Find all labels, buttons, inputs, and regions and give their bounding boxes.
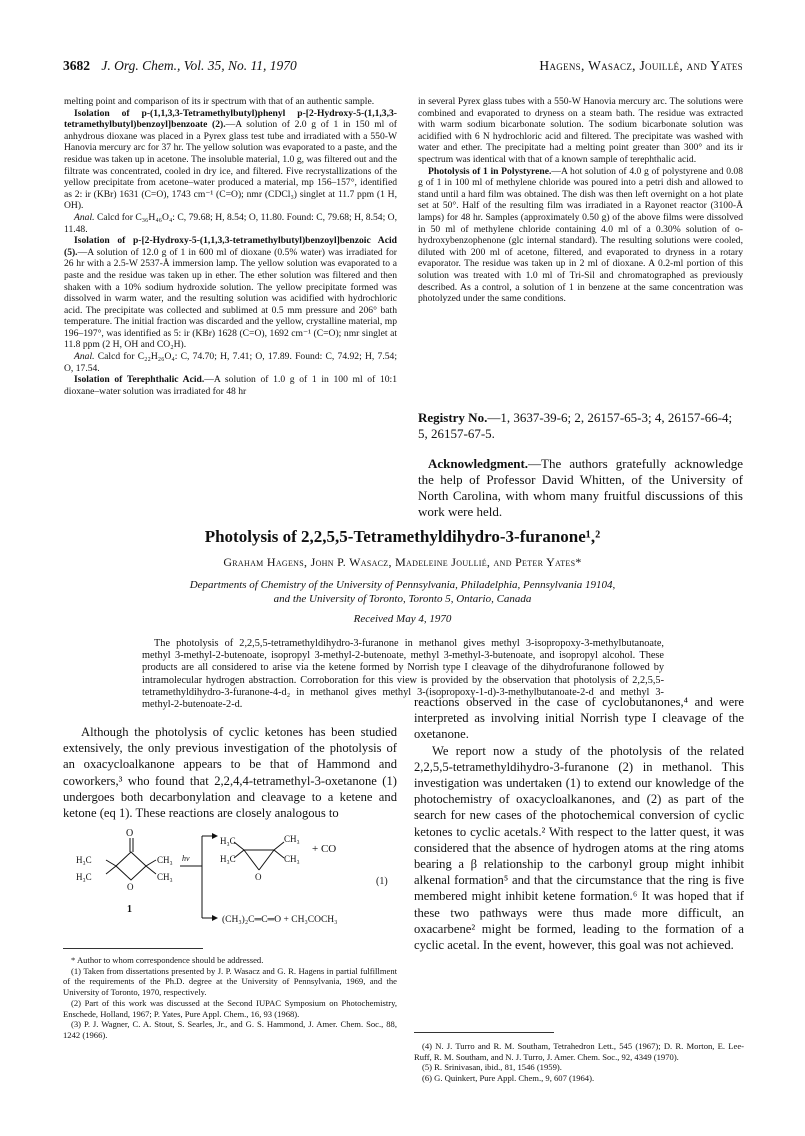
paragraph [64,212,397,235]
hv-label: hν [182,854,190,863]
acknowledgment [418,456,743,520]
acknowledgment-label: Acknowledgment. [428,456,529,471]
section-heading: Isolation of p-[2-Hydroxy-5-(1,1,3,3-tetramethylbutyl)benzoyl]benzoic Acid (5). [64,235,397,258]
paragraph-text: —A solution of 2.0 g of 1 in 150 ml of anhydrous dioxane was placed in a Pyrex glass test tube and irradiated with a 550-W Hanovia mercury arc for 37 hr. The yellow solution was evaporated to a paste, and the residue was taken up in acetone. The insoluble material, 1.0 g, was filtered out and the filtrate was concentrated, cooled in dry ice, and filtered. Five recrystallizations of the yellow precipitate from acetone–water produced a material, mp 156–157°, identified as 2: ir (KBr) 1631 (C=O), 1743 cm⁻¹ (C=O); nmr (CDCl₃) singlet at 11.7 ppm (1 H, OH). [64,119,398,212]
reaction-scheme [62,820,397,940]
experimental-left-column [64,96,397,397]
anal-label: Anal. [74,211,95,223]
experimental-right-column [418,96,743,305]
running-header-left [63,58,297,74]
section-heading: Isolation of p-(1,1,3,3-Tetramethylbutyl)phenyl p-[2-Hydroxy-5-(1,1,3,3-tetramethylbutyl)benzoyl]benzoate (2). [64,107,397,131]
paragraph-text: —A solution of 1.0 g of 1 in 100 ml of 10:1 dioxane–water solution was irradiated for 48 hr [64,374,398,397]
epoxide-oxygen: O [255,872,262,882]
page-number: 3682 [63,58,90,73]
registry-text: —1, 3637-39-6; 2, 26157-65-3; 4, 26157-66-4; 5, 26157-67-5. [418,410,733,441]
paragraph-text: —A hot solution of 4.0 g of polystyrene and 0.08 g of 1 in 100 ml of methylene chloride was poured into a petri dish and allowed to stand until a hard film was obtained. The dish was then left overnight on a hot plate set at 50°. Half of the resulting film was irradiated in a Rayonet reactor (3100-Å lamps) for 48 hr. Samples (approximately 0.50 g) of the above films were dissolved in 50 ml of methylene chloride containing 4.0 ml of a 0.30% solution of o-hydroxybenzophenone (glc internal standard). The resulting solutions were cooled, diluted with 200 ml of acetone, filtered, and evaporated to dryness in a rotary evaporator. The residue was taken up in 2 ml of dioxane. A 0.2-ml portion of this solution was treated with 1.0 ml of Tri-Sil and chromatographed as previously described. As a control, a solution of 1 in benzene at the same concentration was photolyzed under the same conditions. [418,165,743,305]
abstract: The photolysis of 2,2,5,5-tetramethyldihydro-3-furanone in methanol gives methyl 3-isopropoxy-3-methylbutanoate, methyl 3-methyl-2-butenoate, isopropyl 3-methyl-2-butenoate, methyl 3-methyl-3-butenoate, and isopropyl alcohol. These products are all considered to arise via the ketene formed by Norrish type I cleavage of the dihydrofuranone followed by intramolecular hydrogen abstraction. Corroboration for this view is provided by the observation that photolysis of 2,2,5,5-tetramethyldihydro-3-furanone-4-d₂ in methanol gives methyl 3-(isopropoxy-1-d)-3-methylbutanoate-2-d and methyl 3-methyl-2-butenoate-2-d. [142,638,664,711]
footnote: (4) N. J. Turro and R. M. Southam, Tetrahedron Lett., 545 (1967); D. R. Morton, E. Lee-Ruff, R. M. Southam, and N. J. Turro, J. Amer. Chem. Soc., 92, 4349 (1970). [414,1041,744,1062]
methyl-label: H₃C [76,855,92,865]
paragraph [418,166,743,305]
footnote: (1) Taken from dissertations presented by J. P. Wasacz and G. R. Hagens in partial fulfillment of the requirements of the Ph.D. degree at the University of Pennsylvania, 1969, and the University of Toronto, 1970, respectively. [63,965,397,998]
methyl-label: CH₃ [157,855,173,865]
paragraph: We report now a study of the photolysis of the related 2,2,5,5-tetramethyldihydro-3-furanone (2) in methanol. This investigation was undertaken (1) to extend our knowledge of the photochemistry of oxacycloalkanones, and (2) as part of the search for new cases of the photochemical conversion of cyclic ketones to cyclic acetals.² With respect to the latter quest, it was considered that the absence of hydrogen atoms at the ring atoms bearing a β relationship to the carbonyl group might inhibit alkenal formation⁵ and that the circumstance that the ring is five membered might inhibit ketene formation.⁶ It was hoped that if these two pathways were thus made more difficult, an oxacarbene² might be formed, leading to the formation of a cyclic acetal. In the event, however, this goal was not achieved. [414,743,744,953]
methyl-label: H₃C [76,872,92,882]
arrowhead-icon [212,833,218,839]
footnote: (6) G. Quinkert, Pure Appl. Chem., 9, 607 (1964). [422,1073,595,1084]
paragraph [64,351,397,374]
paragraph-text: —A solution of 12.0 g of 1 in 600 ml of dioxane (0.5% water) was irradiated for 26 hr with a 2.5-W 2537-Å immersion lamp. The yellow solution was evaporated to a paste and the residue was taken up in ether. The ether solution was filtered and then shaken with a 10% sodium hydroxide solution. The yellow precipitate formed was dissolved in warm water, and the resulting solution was acidified with hydrochloric acid. The precipitate was collected and sublimed at 0.5 mm pressure and 206° bath temperature. The initial fraction was discarded and the yellow, crystalline material, mp 196–197°, was identified as 5: ir (KBr) 1628 (C=O), 1692 cm⁻¹ (C=O); nmr singlet at 11.8 ppm (2 H, OH and CO₂H). [64,246,397,351]
footnotes-right [414,1041,744,1084]
paragraph-text: Calcd for C₃₆H₄₆O₄: C, 79.68; H, 8.54; O, 11.80. Found: C, 79.68; H, 8.54; O, 11.48. [64,211,397,235]
carbonyl-oxygen: O [126,828,134,839]
affiliation [100,578,705,606]
paragraph [64,108,397,212]
anal-label: Anal. [74,351,95,363]
registry-numbers [418,410,743,442]
ketene-products: (CH₃)₂C═C═O + CH₃COCH₃ [222,915,338,925]
footnotes-left [63,955,397,1041]
footnote: (3) P. J. Wagner, C. A. Stout, S. Searles, Jr., and G. S. Hammond, J. Amer. Chem. Soc., 88, 1242 (1966). [63,1019,397,1040]
running-header-authors: Hagens, Wasacz, Jouillé, and Yates [539,58,743,73]
article-title: Photolysis of 2,2,5,5-Tetramethyldihydro-3-furanone¹,² [204,527,601,546]
methyl-label: CH₃ [284,834,300,844]
affiliation-line: and the University of Toronto, Toronto 5, Ontario, Canada [273,593,532,605]
affiliation-line: Departments of Chemistry of the University of Pennsylvania, Philadelphia, Pennsylvania 19104, [189,579,616,591]
introduction-left [63,724,397,821]
epoxide-structure [234,842,284,870]
paragraph: reactions observed in the case of cyclobutanones,⁴ and were interpreted as involving initial Norrish type I cleavage of the oxetanone. [414,695,744,742]
received-date: Received May 4, 1970 [353,613,452,625]
footnote-rule [63,948,203,949]
footnote: (5) R. Srinivasan, ibid., 81, 1546 (1959). [422,1062,562,1073]
reaction-arrows [180,836,212,918]
methyl-label: CH₃ [157,872,173,882]
carbon-monoxide-product: + CO [312,843,337,855]
footnote: * Author to whom correspondence should be addressed. [71,955,264,965]
footnote: (2) Part of this work was discussed at the Second IUPAC Symposium on Photochemistry, Enschede, Holland, 1967; P. Yates, Pure Appl. Chem., 16, 93 (1968). [63,997,397,1019]
introduction-right [414,694,744,953]
section-heading: Isolation of Terephthalic Acid. [74,374,205,386]
section-heading: Photolysis of 1 in Polystyrene. [428,165,552,177]
ring-oxygen: O [127,882,134,892]
journal-citation: J. Org. Chem., Vol. 35, No. 11, 1970 [101,58,297,73]
methyl-label: H₃C [220,836,236,846]
registry-label: Registry No. [418,410,488,425]
paragraph: in several Pyrex glass tubes with a 550-W Hanovia mercury arc. The solutions were combined and evaporated to dryness on a steam bath. The residue was extracted with warm sodium bicarbonate solution. The sodium bicarbonate solution was acidified with 6 N hydrochloric acid and filtered. The precipitate was washed with water and ether. The precipitate had a melting point greater than 300° and its ir spectrum was identical with that of a known sample of terephthalic acid. [418,96,743,165]
methyl-label: H₃C [220,854,236,864]
paragraph [64,235,397,351]
methyl-label: CH₃ [284,854,300,864]
oxetanone-structure [106,838,156,880]
paragraph-text: Calcd for C₂₂H₂₆O₄: C, 74.70; H, 7.41; O, 17.89. Found: C, 74.92; H, 7.54; O, 17.54. [64,351,397,374]
acknowledgment-text: —The authors gratefully acknowledge the help of Professor David Whitten, of the University of North Carolina, with whom many fruitful discussions of this work were held. [418,456,743,519]
paragraph [64,374,397,397]
equation-number: (1) [376,876,388,887]
footnote-rule [414,1032,554,1033]
paragraph: Although the photolysis of cyclic ketones has been studied extensively, the only previous investigation of the photolysis of an oxacycloalkanone appears to be that of Hammond and coworkers,³ who found that 2,2,4,4-tetramethyl-3-oxetanone (1) undergoes both decarbonylation and cleavage to a ketene and ketone (eq 1). These reactions are closely analogous to [63,725,397,821]
compound-number: 1 [127,904,132,915]
article-authors: Graham Hagens, John P. Wasacz, Madeleine Joullié, and Peter Yates* [223,555,582,569]
paragraph: melting point and comparison of its ir spectrum with that of an authentic sample. [64,96,375,107]
arrowhead-icon [212,915,218,921]
